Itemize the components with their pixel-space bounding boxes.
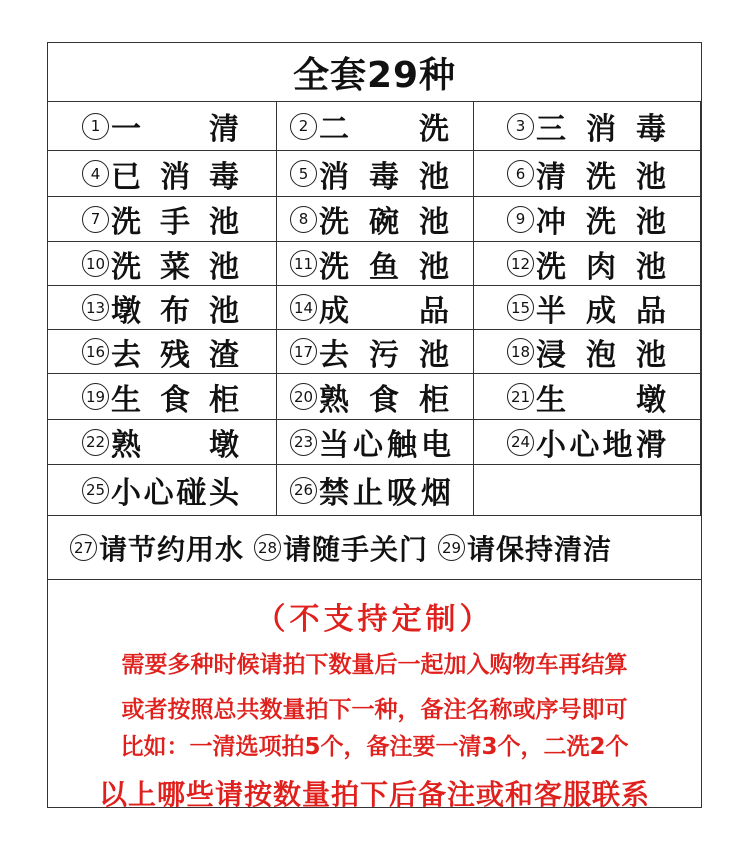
list-item <box>473 374 700 420</box>
list-item <box>48 374 276 420</box>
item-label: 二 洗 <box>319 112 449 147</box>
item-number: 12 <box>507 250 534 277</box>
item-number: 2 <box>290 113 317 140</box>
list-item <box>48 242 276 286</box>
item-label: 生 墩 <box>536 382 666 418</box>
item-label: 三 消 毒 <box>536 112 666 147</box>
list-item <box>276 420 473 465</box>
item-number: 29 <box>438 534 465 561</box>
list-item <box>276 102 473 151</box>
list-item <box>473 242 700 286</box>
empty-cell <box>473 465 700 515</box>
list-item <box>48 286 276 330</box>
item-number: 3 <box>507 113 534 140</box>
item-label: 冲 洗 池 <box>536 205 666 240</box>
item-number: 20 <box>290 383 317 410</box>
item-label: 小 心 地 滑 <box>536 428 666 463</box>
item-number: 15 <box>507 294 534 321</box>
item-number: 23 <box>290 429 317 456</box>
notice-line: 需要多种时候请拍下数量后一起加入购物车再结算 <box>121 652 628 678</box>
item-number: 10 <box>82 250 109 277</box>
item-number: 17 <box>290 338 317 365</box>
notice-line: 或者按照总共数量拍下一种，备注名称或序号即可 <box>121 697 628 723</box>
item-label: 洗 菜 池 <box>111 249 239 285</box>
item-label: 墩 布 池 <box>111 293 239 329</box>
item-label: 熟 食 柜 <box>319 382 449 418</box>
item-number: 25 <box>82 477 109 504</box>
item-number: 13 <box>82 294 109 321</box>
list-item <box>473 330 700 374</box>
item-label: 消 毒 池 <box>319 159 449 195</box>
list-item <box>276 197 473 242</box>
item-number: 28 <box>254 534 281 561</box>
item-number: 9 <box>507 206 534 233</box>
item-label: 洗 手 池 <box>111 205 239 240</box>
item-number: 24 <box>507 429 534 456</box>
item-label: 去 残 渣 <box>111 337 239 373</box>
grid-divider <box>700 102 701 515</box>
list-item <box>276 151 473 197</box>
list-item <box>48 420 276 465</box>
notice-line: 以上哪些请按数量拍下后备注或和客服联系 <box>98 778 650 811</box>
list-item <box>473 197 700 242</box>
list-item <box>276 242 473 286</box>
list-item <box>438 528 612 568</box>
notice-section <box>48 594 701 813</box>
product-sheet <box>47 42 702 811</box>
item-label: 洗 碗 池 <box>319 205 449 240</box>
item-label: 浸 泡 池 <box>536 337 666 373</box>
item-label: 请保持清洁 <box>467 532 613 566</box>
item-label: 当 心 触 电 <box>319 428 451 463</box>
list-item <box>473 102 700 151</box>
list-item <box>48 102 276 151</box>
item-label: 一 清 <box>111 112 239 147</box>
item-label: 请随手关门 <box>283 532 429 566</box>
list-item <box>276 374 473 420</box>
item-number: 16 <box>82 338 109 365</box>
item-number: 27 <box>70 534 97 561</box>
item-label: 清 洗 池 <box>536 159 666 195</box>
list-item <box>48 465 276 515</box>
item-number: 4 <box>82 160 109 187</box>
item-label: 去 污 池 <box>319 337 449 373</box>
item-label: 熟 墩 <box>111 428 239 463</box>
list-item <box>473 420 700 465</box>
item-label: 请节约用水 <box>99 532 245 566</box>
item-number: 21 <box>507 383 534 410</box>
item-label: 生 食 柜 <box>111 382 239 418</box>
list-item <box>70 528 244 568</box>
item-label: 小 心 碰 头 <box>111 476 239 511</box>
no-custom-notice: （不支持定制） <box>255 602 494 637</box>
list-item <box>48 197 276 242</box>
item-label: 已 消 毒 <box>111 159 239 195</box>
list-item <box>254 528 428 568</box>
item-label: 洗 肉 池 <box>536 249 666 285</box>
item-number: 18 <box>507 338 534 365</box>
item-label: 成 品 <box>319 293 449 329</box>
sign-row <box>48 516 701 580</box>
notice-line: 比如：一清选项拍5个，备注要一清3个，二洗2个 <box>120 734 629 760</box>
item-label: 禁 止 吸 烟 <box>319 476 451 511</box>
item-number: 22 <box>82 429 109 456</box>
item-grid <box>48 102 701 516</box>
item-number: 26 <box>290 477 317 504</box>
list-item <box>276 465 473 515</box>
item-number: 11 <box>290 250 317 277</box>
list-item <box>473 286 700 330</box>
list-item <box>48 330 276 374</box>
item-number: 14 <box>290 294 317 321</box>
item-number: 5 <box>290 160 317 187</box>
item-label: 洗 鱼 池 <box>319 249 449 285</box>
item-number: 6 <box>507 160 534 187</box>
item-label: 半 成 品 <box>536 293 666 329</box>
list-item <box>473 151 700 197</box>
list-item <box>276 330 473 374</box>
item-number: 1 <box>82 113 109 140</box>
item-number: 19 <box>82 383 109 410</box>
item-number: 7 <box>82 206 109 233</box>
list-item <box>276 286 473 330</box>
item-number: 8 <box>290 206 317 233</box>
list-item <box>48 151 276 197</box>
sheet-title: 全套29种 <box>48 43 701 102</box>
